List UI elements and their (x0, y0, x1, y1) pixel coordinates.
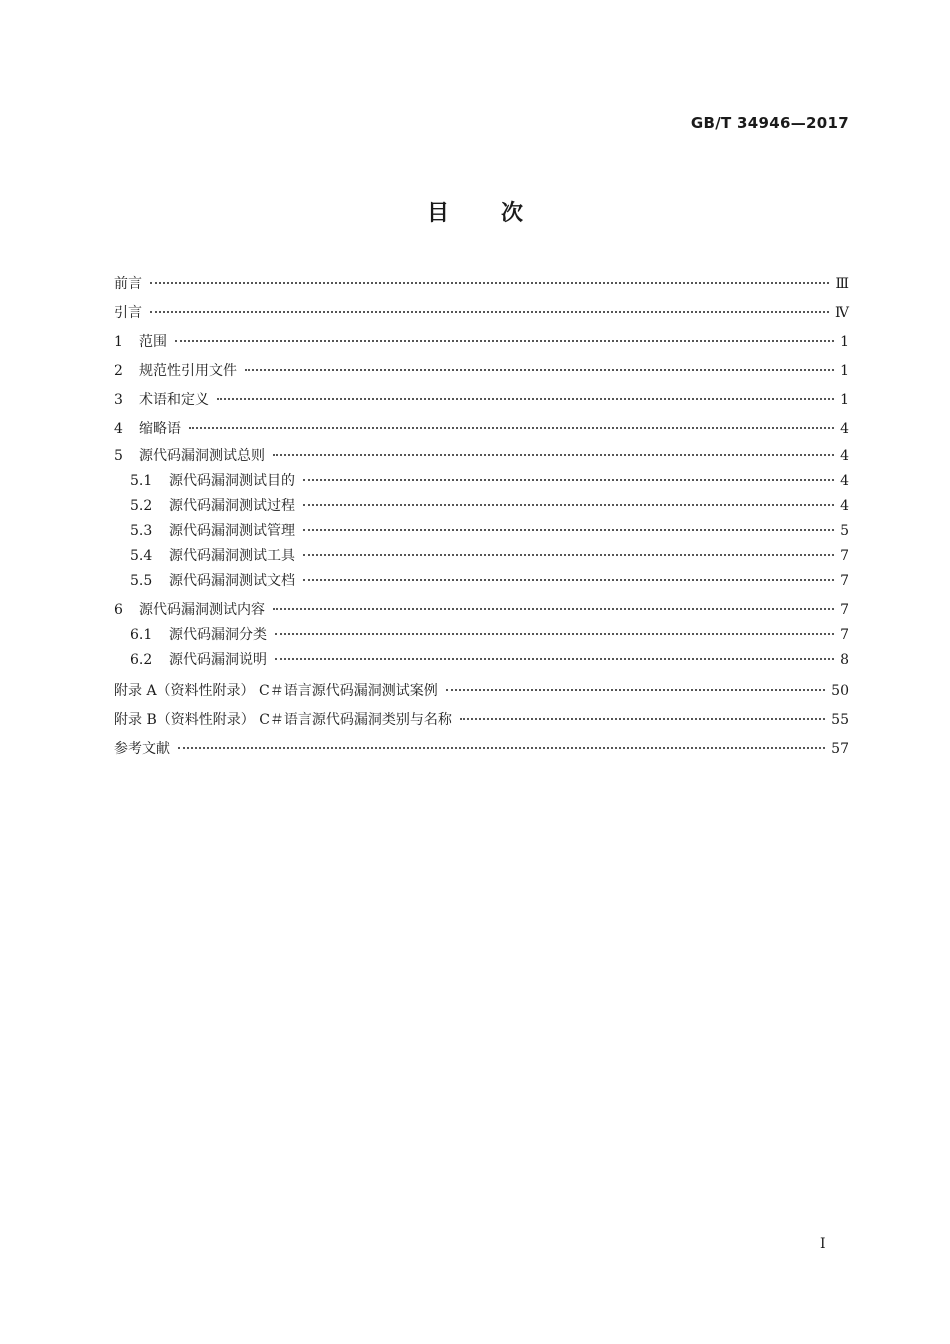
toc-entry-text: 源代码漏洞测试总则 (139, 448, 265, 464)
toc-entry-page: 1 (840, 334, 849, 350)
toc-entry-text: 源代码漏洞测试管理 (169, 523, 295, 539)
toc-leader-dots (175, 330, 834, 342)
toc-entry-page: 57 (831, 741, 849, 757)
toc-leader-dots (303, 519, 834, 531)
toc-entry-page: 7 (840, 602, 849, 618)
toc-leader-dots (303, 469, 834, 481)
toc-leader-dots (245, 359, 834, 371)
toc-entry-text: 源代码漏洞测试目的 (169, 473, 295, 489)
toc-entry-5-1[interactable] (114, 469, 849, 494)
toc-leader-dots (273, 444, 834, 456)
toc-entry-number: 2 (114, 363, 123, 379)
toc-entry-text: 源代码漏洞测试文档 (169, 573, 295, 589)
toc-leader-dots (446, 679, 825, 691)
toc-entry-text: 附录 B（资料性附录） C＃语言源代码漏洞类别与名称 (114, 712, 452, 728)
toc-entry-number: 5.1 (130, 473, 153, 489)
toc-entry-text: 缩略语 (139, 421, 181, 437)
toc-entry-text: 范围 (139, 334, 167, 350)
toc-leader-dots (303, 494, 834, 506)
toc-entry-number: 3 (114, 392, 123, 408)
toc-entry-6-1[interactable] (114, 623, 849, 648)
toc-entry-number: 5.3 (130, 523, 153, 539)
footer-page-number: Ⅰ (820, 1236, 826, 1252)
toc-entry-number: 5 (114, 448, 123, 464)
toc-entry-text: 前言 (114, 276, 142, 292)
toc-entry-5-3[interactable] (114, 519, 849, 544)
toc-entry-page: 4 (840, 448, 849, 464)
toc-entry-text: 源代码漏洞测试工具 (169, 548, 295, 564)
toc-entry-page: 4 (840, 473, 849, 489)
toc-entry-page: 7 (840, 627, 849, 643)
toc-entry-6-2[interactable] (114, 648, 849, 677)
toc-entry-text: 附录 A（资料性附录） C＃语言源代码漏洞测试案例 (114, 683, 438, 699)
toc-entry-text: 引言 (114, 305, 142, 321)
toc-entry-abbreviations[interactable] (114, 415, 849, 444)
toc-entry-page: Ⅳ (835, 305, 849, 321)
toc-entry-text: 源代码漏洞分类 (169, 627, 267, 643)
toc-entry-page: 1 (840, 363, 849, 379)
toc-entry-annex-b[interactable] (114, 706, 849, 735)
toc-leader-dots (460, 708, 825, 720)
page-title: 目次 (426, 201, 575, 226)
toc-entry-number: 5.4 (130, 548, 153, 564)
toc-leader-dots (150, 272, 829, 284)
toc-leader-dots (303, 544, 834, 556)
toc-entry-general-principles[interactable] (114, 444, 849, 469)
toc-entry-page: 7 (840, 548, 849, 564)
toc-entry-5-4[interactable] (114, 544, 849, 569)
toc-entry-page: 4 (840, 498, 849, 514)
toc-entry-page: Ⅲ (835, 276, 849, 292)
toc-entry-text: 术语和定义 (139, 392, 209, 408)
toc-leader-dots (275, 648, 834, 660)
toc-entry-foreword[interactable] (114, 270, 849, 299)
toc-leader-dots (150, 301, 829, 313)
toc-entry-introduction[interactable] (114, 299, 849, 328)
toc-entry-terms-definitions[interactable] (114, 386, 849, 415)
toc-entry-number: 6.1 (130, 627, 153, 643)
toc-entry-page: 8 (840, 652, 849, 668)
toc-leader-dots (273, 598, 834, 610)
toc-leader-dots (303, 569, 834, 581)
toc-entry-text: 源代码漏洞说明 (169, 652, 267, 668)
toc-entry-text: 参考文献 (114, 741, 170, 757)
table-of-contents (114, 270, 849, 764)
toc-entry-annex-a[interactable] (114, 677, 849, 706)
toc-entry-page: 55 (831, 712, 849, 728)
toc-entry-page: 50 (831, 683, 849, 699)
toc-entry-normative-references[interactable] (114, 357, 849, 386)
toc-entry-page: 1 (840, 392, 849, 408)
toc-entry-number: 5.2 (130, 498, 153, 514)
toc-entry-number: 5.5 (130, 573, 153, 589)
toc-leader-dots (217, 388, 834, 400)
toc-entry-page: 5 (840, 523, 849, 539)
toc-entry-number: 6 (114, 602, 123, 618)
toc-entry-number: 1 (114, 334, 123, 350)
toc-entry-page: 7 (840, 573, 849, 589)
toc-entry-5-2[interactable] (114, 494, 849, 519)
toc-entry-scope[interactable] (114, 328, 849, 357)
toc-entry-number: 4 (114, 421, 123, 437)
toc-entry-page: 4 (840, 421, 849, 437)
toc-entry-text: 源代码漏洞测试过程 (169, 498, 295, 514)
toc-entry-test-content[interactable] (114, 598, 849, 623)
toc-entry-number: 6.2 (130, 652, 153, 668)
toc-entry-text: 源代码漏洞测试内容 (139, 602, 265, 618)
toc-entry-5-5[interactable] (114, 569, 849, 598)
toc-leader-dots (178, 737, 825, 749)
toc-entry-bibliography[interactable] (114, 735, 849, 764)
toc-leader-dots (189, 417, 834, 429)
toc-leader-dots (275, 623, 834, 635)
toc-entry-text: 规范性引用文件 (139, 363, 237, 379)
standard-number: GB/T 34946—2017 (690, 114, 849, 132)
